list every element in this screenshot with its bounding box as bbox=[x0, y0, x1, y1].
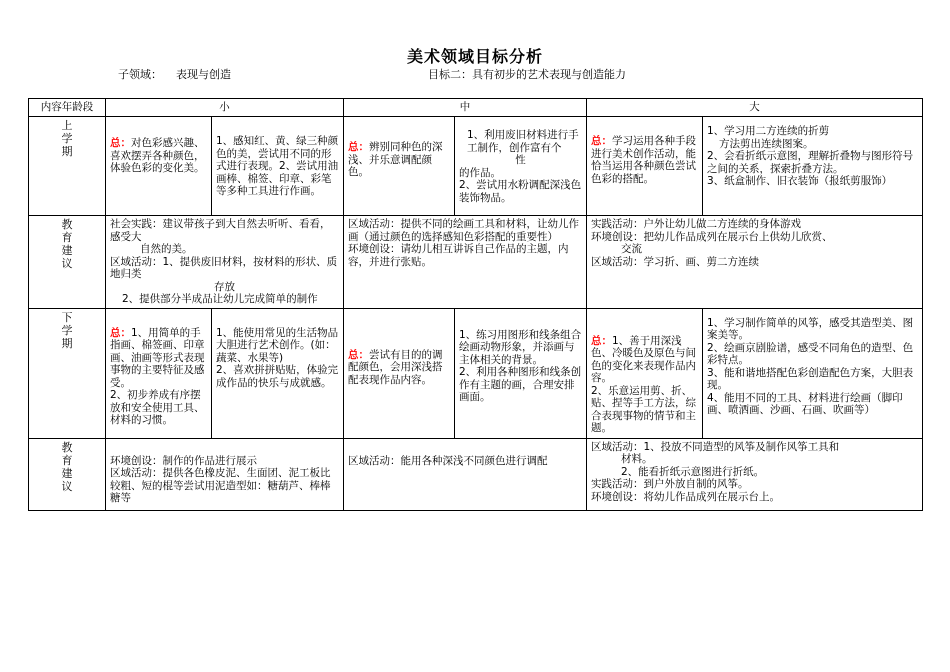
upper-semester-label: 上学期 bbox=[29, 117, 106, 216]
suggestion-row-1 bbox=[29, 216, 923, 309]
header-row bbox=[29, 99, 923, 117]
upper-semester-row bbox=[29, 117, 923, 216]
upper-large-detail: 1、学习用二方连续的折剪 方法剪出连续图案。 2、会看折纸示意图，理解折叠物与图形符号之间的关系，探索折叠方法。 3、纸盒制作、旧衣装饰（报纸剪服饰） bbox=[703, 117, 923, 216]
analysis-table bbox=[28, 98, 923, 511]
upper-small-detail: 1、感知红、黄、绿三种颜色的美，尝试用不同的形式进行表现。2、尝试用油画棒、棉签、印章、彩笔等多种工具进行作画。 bbox=[212, 117, 344, 216]
suggestion-1-small: 社会实践：建议带孩子到大自然去听听、看看，感受大 自然的美。 区域活动：1、提供废旧材料，按材料的形状、质地归类 存放 2、提供部分半成品让幼儿完成简单的制作 bbox=[106, 216, 344, 309]
lower-semester-row bbox=[29, 308, 923, 438]
goal-text: 目标二：具有初步的艺术表现与创造能力 bbox=[428, 68, 626, 81]
upper-middle-total: 总：辨别同种色的深浅、并乐意调配颜色。 bbox=[344, 117, 455, 216]
subdomain-label: 子领域： bbox=[118, 68, 162, 81]
subdomain-value: 表现与创造 bbox=[176, 68, 231, 81]
age-header: 内容年龄段 bbox=[29, 99, 106, 117]
suggestion-row-2 bbox=[29, 438, 923, 510]
upper-small-total: 总：对色彩感兴趣、喜欢摆弄各种颜色，体验色彩的变化美。 bbox=[106, 117, 212, 216]
lower-middle-detail: 1、练习用图形和线条组合绘画动物形象，并添画与主体相关的背景。 2、利用各种图形和线条创作有主题的画，合理安排画面。 bbox=[455, 308, 587, 438]
lower-small-total: 总：1、用简单的手指画、棉签画、印章画、油画等形式表现事物的主要特征及感受。 2、初步养成有序摆放和安全使用工具、材料的习惯。 bbox=[106, 308, 212, 438]
suggestion-2-middle: 区域活动：能用各种深浅不同颜色进行调配 bbox=[344, 438, 587, 510]
lower-large-total: 总：1、善于用深浅色、冷暖色及原色与间色的变化来表现作品内容。 2、乐意运用剪、折、贴、捏等手工方法，综合表现事物的情节和主题。 bbox=[587, 308, 703, 438]
suggestion-1-middle: 区域活动：提供不同的绘画工具和材料，让幼儿作画（通过颜色的选择感知色彩搭配的重要性） 环境创设：请幼儿相互讲诉自己作品的主题，内容，并进行张贴。 bbox=[344, 216, 587, 309]
suggestion-2-large: 区域活动：1、投放不同造型的风筝及制作风筝工具和 材料。 2、能看折纸示意图进行折纸。 实践活动：到户外放自制的风筝。 环境创设：将幼儿作品成列在展示台上。 bbox=[587, 438, 923, 510]
subdomain-line bbox=[118, 66, 231, 82]
middle-header: 中 bbox=[344, 99, 587, 117]
small-header: 小 bbox=[106, 99, 344, 117]
lower-large-detail: 1、学习制作简单的风筝，感受其造型美、图案美等。 2、绘画京剧脸谱，感受不同角色的造型、色彩特点。 3、能和谐地搭配色彩创造配色方案，大胆表现。 4、能用不同的工具、材料进行绘画（脚印画、喷洒画、沙画、石画、吹画等） bbox=[703, 308, 923, 438]
upper-middle-detail: 1、利用废旧材料进行手工制作，创作富有个 性 的作品。 2、尝试用水粉调配深浅色装饰物品。 bbox=[455, 117, 587, 216]
lower-small-detail: 1、能使用常见的生活物品大胆进行艺术创作。(如：蔬菜、水果等) 2、喜欢拼拼贴贴，体验完成作品的快乐与成就感。 bbox=[212, 308, 344, 438]
lower-semester-label: 下学期 bbox=[29, 308, 106, 438]
upper-large-total: 总：学习运用各种手段进行美术创作活动，能恰当运用各种颜色尝试色彩的搭配。 bbox=[587, 117, 703, 216]
suggestion-label-2: 教育建议 bbox=[29, 438, 106, 510]
suggestion-label-1: 教育建议 bbox=[29, 216, 106, 309]
suggestion-2-small: 环境创设：制作的作品进行展示 区域活动：提供各色橡皮泥、生面团、泥工板比较粗、短的棍等尝试用泥造型如：糖葫芦、棒棒糖等 bbox=[106, 438, 344, 510]
page-title: 美术领域目标分析 bbox=[406, 47, 543, 66]
large-header: 大 bbox=[587, 99, 923, 117]
suggestion-1-large: 实践活动：户外让幼儿做二方连续的身体游戏 环境创设：把幼儿作品成列在展示台上供幼儿欣赏、 交流 区域活动：学习折、画、剪二方连续 bbox=[587, 216, 923, 309]
lower-middle-total: 总：尝试有目的的调配颜色，会用深浅搭配表现作品内容。 bbox=[344, 308, 455, 438]
